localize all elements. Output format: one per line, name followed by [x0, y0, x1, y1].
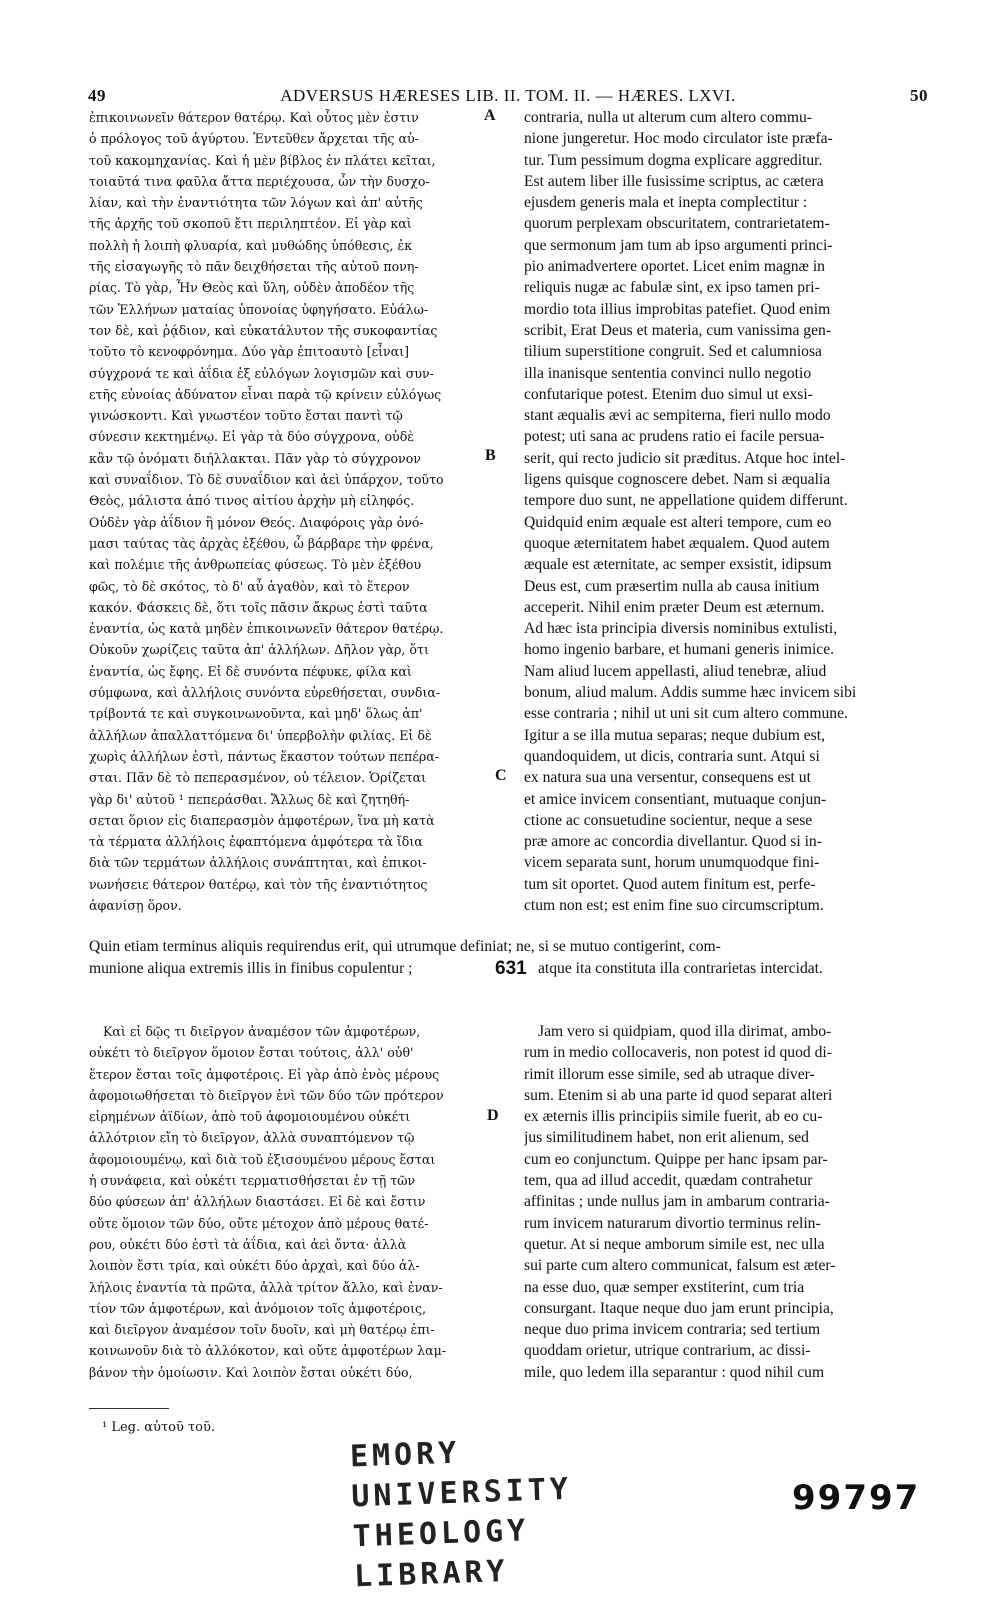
greek-top-line: Οὐδὲν γὰρ ἀΐδιον ἢ μόνον Θεός. Διαφόροις γὰρ ὀνό- [89, 514, 424, 530]
greek-top-line: φῶς, τὸ δὲ σκότος, τὸ δ' αὖ ἀγαθὸν, καὶ τὸ ἕτερον [89, 578, 410, 594]
greek-top-line: διὰ τῶν τερμάτων ἀλλήλοις συνάπτηται, καὶ ἐπικοι- [89, 855, 427, 871]
latin-bottom-line: ex æternis illis principiis simile fuerit, ab eo cu- [524, 1108, 823, 1126]
greek-bottom-line: δύο φύσεων ἀπ' ἀλλήλων διαστάσει. Εἰ δὲ καὶ ἔστιν [89, 1194, 426, 1210]
greek-top-line: τῶν Ἑλλήνων ματαίας ὑπονοίας ὑφηγήσατο. Εὐάλω- [89, 301, 429, 317]
latin-top-line: ejusdem generis mala et inepta complectitur : [524, 194, 808, 212]
greek-bottom-line: οὔτε ὅμοιον τῶν δύο, οὔτε μέτοχον ἀπὸ μέρους θατέ- [89, 1215, 429, 1231]
latin-top-line: reliquis nugæ ac fabulæ sint, ex ipso tamen pri- [524, 279, 820, 297]
latin-bottom-line: rum in medio collocaveris, non potest id quod di- [524, 1044, 832, 1062]
latin-top-line: quorum perplexam obscuritatem, contrarietatem- [524, 215, 830, 233]
greek-top-line: καὶ συναΐδιον. Τὸ δὲ συναΐδιον καὶ ἀεὶ ὑπάρχον, τοῦτο [89, 472, 444, 488]
greek-bottom-line: κοινωνοῦν διὰ τὸ ἀλλόκοτον, καὶ οὔτε ἀμφοτέρων λαμ- [89, 1343, 447, 1359]
column-number: 631 [495, 958, 527, 979]
greek-top-line: τὰ τέρματα ἀλλήλοις ἐφαπτόμενα ἀμφότερα τὰ ἴδια [89, 834, 423, 850]
latin-bottom-line: sui parte cum altero communicat, falsum est æter- [524, 1257, 836, 1275]
greek-bottom-line: καὶ διεῖργον ἀναμέσον τοῖν δυοῖν, καὶ μὴ θατέρῳ ἐπι- [89, 1322, 435, 1338]
greek-bottom-line: ἀφομοιωθήσεται τὸ διεῖργον ἑνὶ τῶν δύο τῶν πρότερον [89, 1087, 444, 1103]
latin-top-line: Quidquid enim æquale est alteri tempore, cum eo [524, 513, 832, 531]
stamp-line-2: THEOLOGY LIBRARY [352, 1513, 530, 1595]
latin-top-line: acceperit. Nihil enim præter Deum est æternum. [524, 598, 825, 616]
greek-bottom-line: οὐκέτι τὸ διεῖργον ὅμοιον ἔσται τούτοις, ἀλλ' οὐθ' [89, 1045, 414, 1061]
latin-top-line: contraria, nulla ut alterum cum altero commu- [524, 109, 812, 126]
margin-marker-c: C [495, 767, 507, 784]
latin-top-line: confutarique potest. Etenim duo simul ut exsi- [524, 385, 813, 403]
greek-top-line: τοῦτο τὸ κενοφρόνημα. Δύο γὰρ ἐπιτοαυτὸ [εἶναι] [89, 344, 410, 360]
latin-top-line: homo ingenio barbare, et humani generis inimice. [524, 641, 835, 659]
greek-top-line: ὁ πρόλογος τοῦ ἀγύρτου. Ἐντεῦθεν ἄρχεται τῆς αὐ- [89, 131, 419, 147]
latin-bottom-line: na esse duo, quæ semper exstiterint, cum tria [524, 1278, 805, 1296]
greek-top-line: ἐναντία, ὡς ἔφης. Εἰ δὲ συνόντα πέφυκε, φίλα καὶ [89, 663, 412, 679]
latin-bottom-line: quetur. At si neque amborum simile est, nec ulla [524, 1235, 825, 1253]
footnote-rule [89, 1408, 169, 1409]
full-width-line-2: munione aliqua extremis illis in finibus copulentur ; [89, 960, 413, 977]
latin-top-line: ligens quisque cognoscere debet. Nam si æqualia [524, 471, 831, 489]
greek-top-line: ἀλλήλων ἀπαλλαττόμενα δι' ὑπερβολὴν φιλίας. Εἰ δὲ [89, 727, 432, 743]
latin-column-top [524, 107, 928, 916]
greek-column-top [89, 107, 497, 916]
greek-top-line: τοῦ κακομηχανίας. Καὶ ἡ μὲν βίβλος ἐν πλάτει κεῖται, [89, 152, 436, 168]
latin-bottom-line: consurgant. Itaque neque duo jam erunt principia, [524, 1299, 834, 1317]
greek-top-line: γὰρ δι' αὐτοῦ ¹ πεπεράσθαι. Ἄλλως δὲ καὶ ζητηθή- [89, 791, 410, 807]
latin-top-line: que sermonum jam tum ab ipso argumenti princi- [524, 236, 833, 254]
greek-top-line: σύγχρονά τε καὶ ἀΐδια ἐξ εὐλόγων λογισμῶν καὶ συν- [89, 365, 434, 381]
latin-bottom-line: quoddam orietur, utrique contrarium, ac dissi- [524, 1342, 811, 1360]
latin-bottom-line: tem, qua ad illud accedit, quædam contrahetur [524, 1172, 813, 1190]
greek-bottom-line: λήλοις ἐναντία τὰ πρῶτα, ἀλλὰ τρίτον ἄλλο, καὶ ἐναν- [89, 1279, 443, 1295]
greek-bottom-line: βάνον τὴν ὁμοίωσιν. Καὶ λοιπὸν ἔσται οὐκέτι δύο, [89, 1364, 413, 1380]
margin-marker-b: B [485, 447, 496, 464]
margin-marker-d: D [487, 1107, 499, 1124]
latin-top-line: Deus est, cum præsertim nulla ab causa initium [524, 577, 820, 595]
greek-bottom-line: ἀλλότριον εἴη τὸ διεῖργον, ἀλλὰ συναπτόμενον τῷ [89, 1130, 415, 1146]
latin-top-line: esse contraria ; nihil ut uni sit cum altero commune. [524, 705, 848, 723]
greek-bottom-line: Καὶ εἰ δῷς τι διεῖργον ἀναμέσον τῶν ἀμφοτέρων, [103, 1024, 421, 1039]
greek-top-line: σται. Πᾶν δὲ τὸ πεπερασμένον, οὐ τέλειον. Ὁρίζεται [89, 770, 427, 786]
running-title: ADVERSUS HÆRESES LIB. II. TOM. II. — HÆRES. LXVI. [280, 86, 736, 105]
latin-top-line: tempore duo sunt, ne appellatione quidem differunt. [524, 492, 848, 510]
greek-top-line: ἀφανίσῃ ὅρον. [89, 897, 182, 913]
latin-bottom-line: Jam vero si quidpiam, quod illa dirimat, ambo- [538, 1023, 832, 1040]
latin-top-line: quoque æternitatem habet æqualem. Quod autem [524, 534, 830, 552]
accession-number: 99797 [792, 1478, 921, 1518]
footnote: ¹ Leg. αὐτοῦ τοῦ. [102, 1420, 216, 1435]
page-number-left: 49 [88, 86, 106, 105]
latin-top-line: Ad hæc ista principia diversis nominibus extulisti, [524, 620, 838, 638]
page-number-right: 50 [910, 86, 928, 105]
greek-top-line: γινώσκοντι. Καὶ γνωστέον τοῦτο ἔσται παντὶ τῷ [89, 408, 403, 424]
stamp-line-1: EMORY UNIVERSITY [349, 1435, 573, 1515]
latin-top-line: ctione ac consuetudine socientur, neque a sese [524, 811, 813, 829]
library-stamp [349, 1427, 664, 1597]
greek-bottom-line: τίον τῶν ἀμφοτέρων, καὶ ἀνόμοιον τοῖς ἀμφοτέροις, [89, 1300, 427, 1316]
latin-top-line: præ amore ac concordia divellantur. Quod si in- [524, 833, 822, 851]
greek-top-line: σύμφωνα, καὶ ἀλλήλοις συνόντα εὑρεθήσεται, συνδια- [89, 685, 441, 701]
greek-top-line: τρίβοντά τε καὶ συγκοινωνοῦντα, καὶ μηδ' ὅλως ἀπ' [89, 706, 423, 722]
greek-top-line: σύνεσιν κεκτημένῳ. Εἰ γὰρ τὰ δύο σύγχρονα, οὐδὲ [89, 429, 415, 445]
greek-bottom-line: λοιπὸν ἔστι τρία, καὶ οὐκέτι δύο ἀρχαὶ, καὶ δύο ἀλ- [89, 1258, 420, 1274]
latin-bottom-line: neque duo prima invicem contraria; sed tertium [524, 1321, 821, 1339]
greek-top-line: Θεὸς, μάλιστα ἀπό τινος αἰτίου ἀρχὴν μὴ εἰληφός. [89, 493, 415, 509]
latin-top-line: serit, qui recto judicio sit præditus. Atque hoc intel- [524, 449, 846, 467]
latin-top-line: bonum, aliud malum. Addis summe hæc invicem sibi [524, 684, 857, 702]
latin-top-line: vicem separata sunt, horum unumquodque fini- [524, 854, 820, 872]
latin-top-line: ctum non est; est enim fine suo circumscriptum. [524, 896, 824, 914]
greek-bottom-line: ἡ συνάφεια, καὶ οὐκέτι τερματισθήσεται ἐν τῇ τῶν [89, 1173, 416, 1189]
greek-top-line: Οὐκοῦν χωρίζεις ταῦτα ἀπ' ἀλλήλων. Δῆλον γὰρ, ὅτι [89, 642, 429, 658]
latin-column-bottom [524, 1021, 928, 1383]
latin-bottom-line: rimit illorum esse simile, sed ab utraque diver- [524, 1065, 815, 1083]
latin-bottom-line: cum eo conjunctum. Quippe per hanc ipsam par- [524, 1150, 828, 1168]
latin-bottom-line: rum invicem naturarum divortio terminus relin- [524, 1214, 821, 1232]
latin-top-line: stant æqualis ævi ac sempiterna, fieri nullo modo [524, 407, 831, 425]
latin-top-line: illa inanisque sententia convinci nullo negotio [524, 364, 812, 382]
greek-bottom-line: ἕτερον ἔσται τοῖς ἀμφοτέροις. Εἰ γὰρ ἀπὸ ἑνὸς μέρους [89, 1066, 440, 1082]
greek-top-line: τον δὲ, καὶ ῥᾴδιον, καὶ εὐκατάλυτον τῆς συκοφαντίας [89, 322, 438, 338]
latin-top-line: æquale est æternitate, ac semper exsistit, idipsum [524, 556, 832, 574]
greek-top-line: μασι ταύτας τὰς ἀρχὰς ἐξέθου, ὦ βάρβαρε τὴν φρένα, [89, 535, 434, 551]
latin-top-line: pio animadvertere oportet. Licet enim magnæ in [524, 258, 825, 276]
greek-top-line: νωνήσειε θάτερον θατέρῳ, καὶ τὸν τῆς ἐναντιότητος [89, 876, 428, 892]
greek-top-line: σεται ὅριον εἰς διαπερασμὸν ἀμφοτέρων, ἵνα μὴ κατὰ [89, 812, 435, 828]
latin-top-line: et amice invicem consentiant, mutuaque conjun- [524, 790, 827, 808]
latin-top-line: nione jungeretur. Hoc modo circulator iste præfa- [524, 130, 833, 148]
margin-marker-a: A [484, 107, 496, 124]
latin-top-line: mordio tota illius improbitas patefiet. Quod enim [524, 300, 831, 318]
greek-top-line: ἐπικοινωνεῖν θάτερον θατέρῳ. Καὶ οὗτος μὲν ἐστιν [89, 110, 419, 125]
latin-top-line: Est autem liber ille fusissime scriptus, ac cætera [524, 172, 824, 190]
greek-top-line: πολλὴ ἡ λοιπὴ φλυαρία, καὶ μυθώδης ὑπόθεσις, ἐκ [89, 237, 413, 253]
greek-top-line: καὶ πολέμιε τῆς ἀνθρωπείας φύσεως. Τὸ μὲν ἐξέθου [89, 557, 422, 573]
greek-top-line: κακόν. Φάσκεις δὲ, ὅτι τοῖς πᾶσιν ἄκρως ἐστὶ ταῦτα [89, 599, 428, 615]
full-width-line-1: Quin etiam terminus aliquis requirendus erit, qui utrumque definiat; ne, si se mutuo contigerint, com- [89, 938, 721, 955]
full-width-line-3: atque ita constituta illa contrarietas intercidat. [538, 960, 823, 977]
latin-top-line: tur. Tum pessimum dogma explicare aggreditur. [524, 151, 823, 169]
greek-top-line: ετῆς εὐνοίας ἀδύνατον εἶναι παρὰ τῷ κρίνειν εὐλόγως [89, 386, 442, 402]
greek-column-bottom [89, 1021, 497, 1383]
latin-top-line: ex natura sua una versentur, consequens est ut [524, 769, 811, 787]
greek-top-line: ρίας. Τὸ γὰρ, Ἦν Θεὸς καὶ ὕλη, οὐδὲν ἀποδέον τῆς [89, 280, 415, 296]
greek-top-line: κἂν τῷ ὀνόματι διήλλακται. Πᾶν γὰρ τὸ σύγχρονον [89, 450, 421, 466]
greek-top-line: ἐναντία, ὡς κατὰ μηδὲν ἐπικοινωνεῖν θάτερον θατέρῳ. [89, 621, 444, 637]
latin-top-line: tum sit oportet. Quod autem finitum est, perfe- [524, 875, 816, 893]
greek-top-line: λίαν, καὶ τὴν ἐναντιότητα τῶν λόγων καὶ ἀπ' αὐτῆς [89, 195, 423, 211]
greek-bottom-line: ἀφομοιουμένῳ, καὶ διὰ τοῦ ἐξισουμένου μέρους ἔσται [89, 1151, 436, 1167]
latin-top-line: scribit, Erat Deus et materia, cum vanissima gen- [524, 321, 832, 339]
greek-bottom-line: ρου, οὐκέτι δύο ἐστὶ τὰ ἀΐδια, καὶ ἀεὶ ὄντα· ἀλλὰ [89, 1236, 407, 1252]
latin-bottom-line: affinitas ; unde nullus jam in ambarum contraria- [524, 1193, 830, 1211]
latin-top-line: Nam aliud lucem appellasti, aliud tenebræ, aliud [524, 662, 827, 680]
latin-top-line: quandoquidem, ut dicis, contraria sunt. Atqui si [524, 747, 820, 765]
greek-top-line: τοιαῦτά τινα φαῦλα ἄττα περιέχουσα, ὧν τὴν δυσχο- [89, 173, 430, 189]
latin-bottom-line: jus similitudinem habet, non erit alienum, sed [524, 1129, 809, 1147]
latin-top-line: tilium superstitione congruit. Sed et calumniosa [524, 343, 822, 361]
latin-bottom-line: mile, quo ledem illa separantur : quod nihil cum [524, 1363, 825, 1381]
greek-top-line: τῆς ἀρχῆς τοῦ σκοποῦ ἔτι περιληπτέον. Εἰ γὰρ καὶ [89, 216, 412, 232]
greek-top-line: χωρὶς ἀλλήλων ἐστὶ, πάντως ἕκαστον τούτων πεπέρα- [89, 748, 440, 764]
latin-top-line: potest; uti sana ac prudens ratio ei facile persua- [524, 428, 825, 446]
latin-top-line: Igitur a se illa mutua separas; neque dubium est, [524, 726, 825, 744]
latin-bottom-line: sum. Etenim si ab una parte id quod separat alteri [524, 1086, 833, 1104]
greek-top-line: τῆς εἰσαγωγῆς τὸ πᾶν δειχθήσεται τῆς αὐτοῦ πονη- [89, 259, 419, 275]
greek-bottom-line: εἰρημένων ἀϊδίων, ἀπὸ τοῦ ἀφομοιουμένου οὐκέτι [89, 1109, 411, 1125]
